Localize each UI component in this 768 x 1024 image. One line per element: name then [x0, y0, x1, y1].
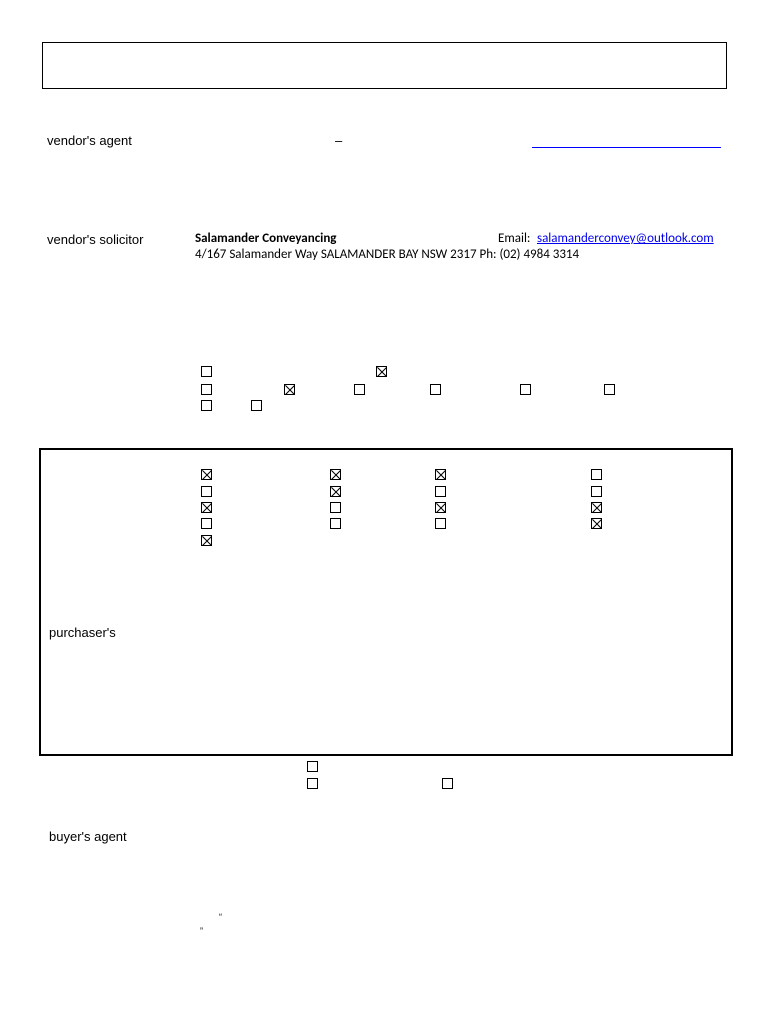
checkbox[interactable] [251, 400, 262, 411]
checkbox-checked[interactable] [284, 384, 295, 395]
checkbox[interactable] [354, 384, 365, 395]
checkbox[interactable] [442, 778, 453, 789]
checkbox[interactable] [435, 518, 446, 529]
checkbox[interactable] [307, 761, 318, 772]
checkbox-checked[interactable] [201, 535, 212, 546]
checkbox[interactable] [201, 384, 212, 395]
checkbox[interactable] [330, 518, 341, 529]
close-quote: ” [200, 926, 203, 936]
checkbox[interactable] [520, 384, 531, 395]
checkbox[interactable] [591, 469, 602, 480]
checkbox[interactable] [591, 486, 602, 497]
checkbox[interactable] [201, 518, 212, 529]
checkbox[interactable] [435, 486, 446, 497]
checkbox[interactable] [604, 384, 615, 395]
solicitor-email-label: Email: [498, 231, 531, 246]
solicitor-name: Salamander Conveyancing [195, 231, 337, 246]
checkbox[interactable] [201, 366, 212, 377]
agent-email-link[interactable] [532, 147, 721, 148]
checkbox-checked[interactable] [435, 502, 446, 513]
vendors-solicitor-label: vendor's solicitor [47, 232, 144, 247]
checkbox[interactable] [307, 778, 318, 789]
checkbox-checked[interactable] [330, 469, 341, 480]
solicitor-email-link[interactable]: salamanderconvey@outlook.com [537, 231, 714, 246]
purchaser-box [39, 448, 733, 756]
checkbox-checked[interactable] [330, 486, 341, 497]
checkbox[interactable] [330, 502, 341, 513]
checkbox[interactable] [430, 384, 441, 395]
purchasers-label: purchaser's [49, 625, 116, 640]
buyers-agent-label: buyer's agent [49, 829, 127, 844]
checkbox[interactable] [201, 486, 212, 497]
checkbox[interactable] [201, 400, 212, 411]
agent-dash: – [335, 133, 343, 148]
header-box [42, 42, 727, 89]
checkbox-checked[interactable] [201, 502, 212, 513]
solicitor-address: 4/167 Salamander Way SALAMANDER BAY NSW 2317 Ph: (02) 4984 3314 [195, 247, 580, 262]
checkbox-checked[interactable] [435, 469, 446, 480]
checkbox-checked[interactable] [376, 366, 387, 377]
checkbox-checked[interactable] [201, 469, 212, 480]
open-quote: “ [219, 912, 222, 922]
checkbox-checked[interactable] [591, 518, 602, 529]
checkbox-checked[interactable] [591, 502, 602, 513]
vendors-agent-label: vendor's agent [47, 133, 132, 148]
